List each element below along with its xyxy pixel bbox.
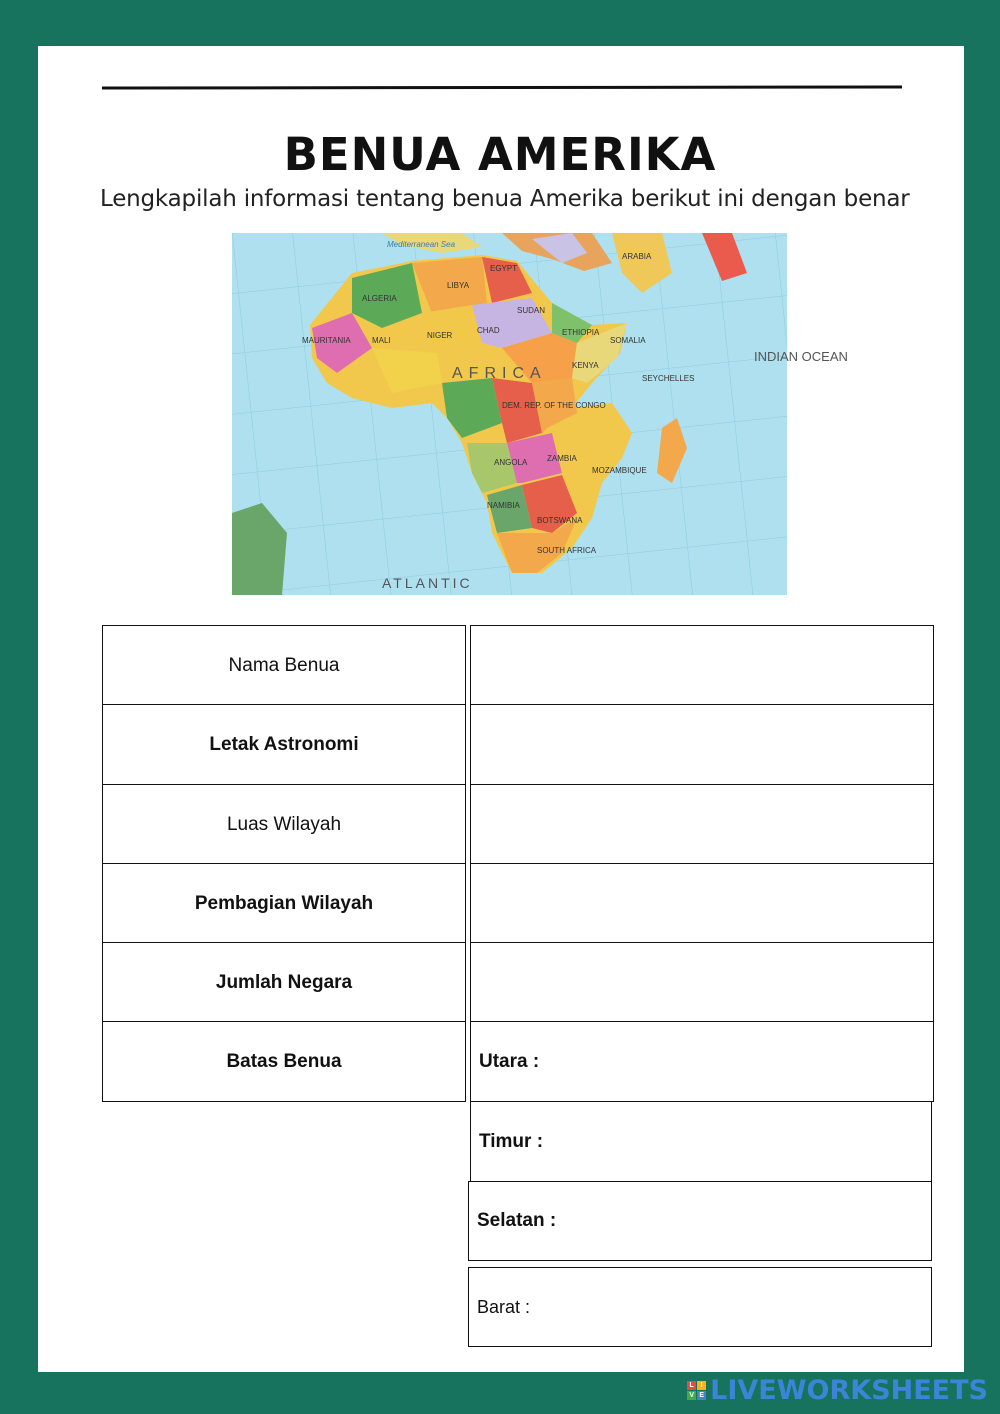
label-batas-benua [102,1021,466,1102]
label-text: Pembagian Wilayah [194,892,374,914]
liveworksheets-brand[interactable] [687,1374,988,1406]
map-label: SEYCHELLES [642,374,695,383]
map-label: ETHIOPIA [562,328,600,337]
africa-map-image [232,233,848,595]
answer-luas-wilayah[interactable] [470,784,934,865]
map-label: NIGER [427,331,453,340]
answer-pembagian-wilayah[interactable] [470,863,934,944]
label-text: Jumlah Negara [215,971,353,993]
instruction-text: Lengkapilah informasi tentang benua Amerika berikut ini dengan benar [100,186,910,212]
map-label: DEM. REP. OF THE CONGO [502,401,606,410]
answer-letak-astronomi[interactable] [470,704,934,786]
map-label: ARABIA [622,252,652,261]
answer-nama-benua[interactable] [470,625,934,706]
logo-letter: L [687,1381,696,1390]
answer-text: Utara : [479,1050,540,1072]
map-label: ATLANTIC [382,575,473,591]
liveworksheets-logo-icon [687,1381,706,1400]
map-label: CHAD [477,326,500,335]
label-text: Luas Wilayah [226,813,342,835]
map-label: SUDAN [517,306,546,315]
label-letak-astronomi [102,704,466,786]
map-label: NAMIBIA [487,501,520,510]
answer-batas-timur[interactable] [470,1101,932,1182]
answer-batas-barat[interactable] [468,1267,932,1347]
page-title: BENUA AMERIKA [283,128,717,181]
map-label: Mediterranean Sea [387,240,456,249]
map-label: ANGOLA [494,458,528,467]
label-nama-benua [102,625,466,706]
answer-text: Selatan : [477,1210,557,1231]
map-label: ALGERIA [362,294,397,303]
label-text: Batas Benua [226,1050,342,1072]
map-label: MALI [372,336,391,345]
answer-jumlah-negara[interactable] [470,942,934,1023]
map-label: AFRICA [452,365,547,382]
label-pembagian-wilayah [102,863,466,944]
answer-batas-utara[interactable] [470,1021,934,1102]
logo-letter: E [697,1391,706,1400]
answer-batas-selatan[interactable] [468,1181,932,1261]
map-label: SOUTH AFRICA [537,546,597,555]
answer-text: Barat : [477,1296,531,1317]
map-label: ZAMBIA [547,454,577,463]
map-label: MOZAMBIQUE [592,466,647,475]
map-label: EGYPT [490,264,518,273]
map-label: MAURITANIA [302,336,351,345]
map-label: KENYA [572,361,599,370]
label-text: Letak Astronomi [209,734,359,755]
answer-text: Timur : [479,1130,544,1152]
label-jumlah-negara [102,942,466,1023]
label-luas-wilayah [102,784,466,865]
label-text: Nama Benua [228,654,340,676]
map-label: SOMALIA [610,336,646,345]
brand-name: LIVEWORKSHEETS [710,1374,988,1406]
map-label: INDIAN OCEAN [754,349,848,364]
map-label: BOTSWANA [537,516,583,525]
logo-letter: V [687,1391,696,1400]
map-illustration [232,233,848,595]
logo-letter: I [697,1381,706,1390]
map-label: LIBYA [447,281,470,290]
